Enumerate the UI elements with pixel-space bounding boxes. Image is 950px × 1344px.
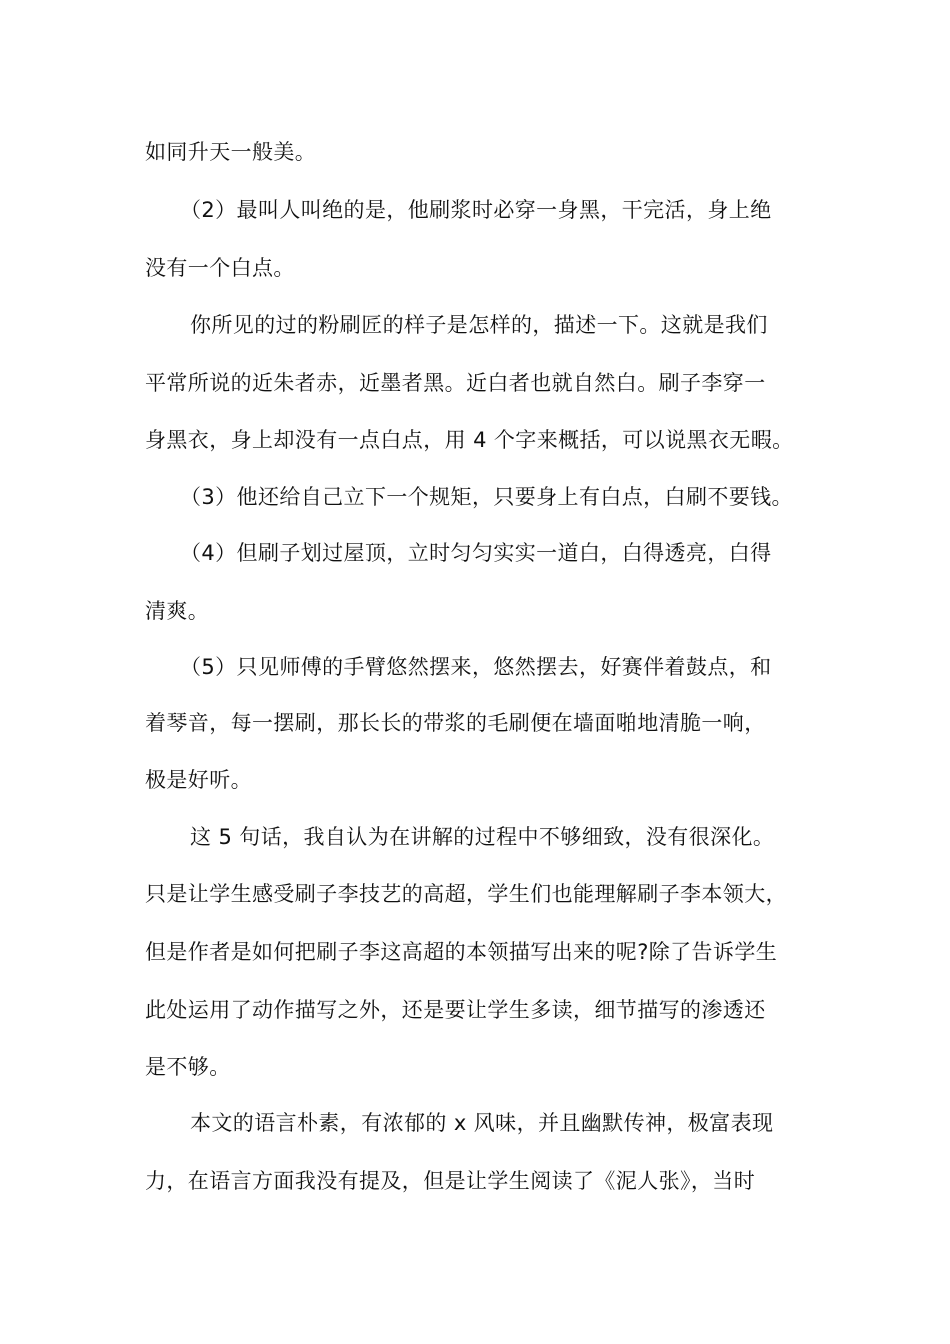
text-line: 身黑衣，身上却没有一点白点，用 4 个字来概括，可以说黑衣无暇。 bbox=[145, 428, 794, 452]
text-line: 没有一个白点。 bbox=[145, 256, 295, 280]
text-line: 如同升天一般美。 bbox=[145, 140, 317, 164]
text-line: 你所见的过的粉刷匠的样子是怎样的，描述一下。这就是我们 bbox=[190, 313, 768, 337]
text-line: 但是作者是如何把刷子李这高超的本领描写出来的呢?除了告诉学生 bbox=[145, 940, 778, 964]
text-line: 清爽。 bbox=[145, 599, 210, 623]
text-line: 只是让学生感受刷子李技艺的高超，学生们也能理解刷子李本领大， bbox=[145, 882, 787, 906]
text-line: （2）最叫人叫绝的是，他刷浆时必穿一身黑，干完活，身上绝 bbox=[180, 198, 772, 222]
text-line: 极是好听。 bbox=[145, 768, 252, 792]
text-line: 本文的语言朴素，有浓郁的 x 风味，并且幽默传神，极富表现 bbox=[190, 1111, 774, 1135]
text-line: 着琴音，每一摆刷，那长长的带浆的毛刷便在墙面啪地清脆一响， bbox=[145, 711, 766, 735]
text-line: 力，在语言方面我没有提及，但是让学生阅读了《泥人张》，当时 bbox=[145, 1169, 756, 1193]
text-line: 平常所说的近朱者赤，近墨者黑。近白者也就自然白。刷子李穿一 bbox=[145, 371, 766, 395]
text-line: （3）他还给自己立下一个规矩，只要身上有白点，白刷不要钱。 bbox=[180, 485, 793, 509]
text-line: 此处运用了动作描写之外，还是要让学生多读，细节描写的渗透还 bbox=[145, 998, 766, 1022]
text-line: （4）但刷子划过屋顶，立时匀匀实实一道白，白得透亮，白得 bbox=[180, 541, 772, 565]
text-line: 是不够。 bbox=[145, 1055, 231, 1079]
text-line: 这 5 句话，我自认为在讲解的过程中不够细致，没有很深化。 bbox=[190, 825, 775, 849]
text-line: （5）只见师傅的手臂悠然摆来，悠然摆去，好赛伴着鼓点，和 bbox=[180, 655, 772, 679]
